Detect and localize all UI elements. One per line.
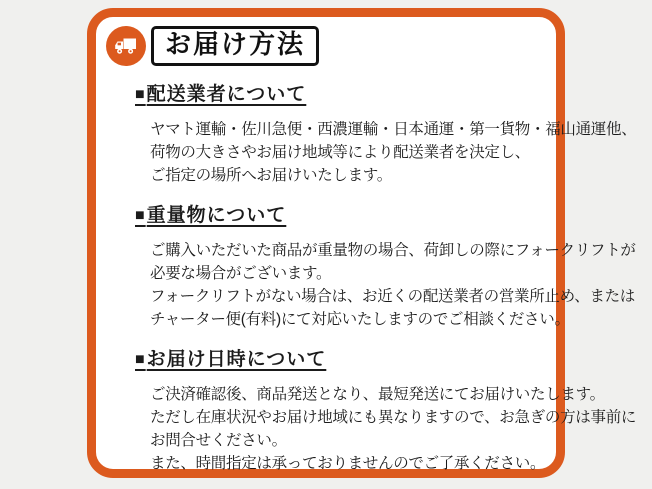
square-bullet-icon: ■: [135, 86, 146, 103]
text-line: ご決済確認後、商品発送となり、最短発送にてお届けいたします。: [150, 386, 605, 403]
section-heavy-items: [135, 200, 636, 331]
page-title: お届け方法: [151, 26, 319, 66]
section-delivery-date: [135, 344, 637, 475]
text-line: ご購入いただいた商品が重量物の場合、荷卸しの際にフォークリフトが: [150, 242, 636, 259]
square-bullet-icon: ■: [135, 351, 146, 368]
text-line: お問合せください。: [150, 432, 287, 449]
section-delivery-date-heading: [135, 344, 542, 371]
section-delivery-date-heading-text: お届け日時について: [146, 349, 327, 370]
panel-inner: [96, 17, 637, 472]
square-bullet-icon: ■: [135, 207, 146, 224]
section-carriers: [135, 79, 637, 187]
text-line: チャーター便(有料)にて対応いたしますのでご相談ください。: [150, 311, 570, 328]
text-line: 必要な場合がございます。: [150, 265, 332, 282]
text-line: フォークリフトがない場合は、お近くの配送業者の営業所止め、または: [150, 288, 636, 305]
header: [106, 26, 544, 66]
section-heavy-items-heading-text: 重量物について: [146, 205, 287, 226]
text-line: 荷物の大きさやお届け地域等により配送業者を決定し、: [150, 144, 531, 161]
section-carriers-heading-text: 配送業者について: [146, 84, 307, 105]
section-heavy-items-heading: [135, 200, 542, 227]
section-carriers-body: [150, 118, 637, 187]
text-line: ヤマト運輸・佐川急便・西濃運輸・日本通運・第一貨物・福山通運他、: [150, 121, 637, 138]
sections: [106, 79, 637, 475]
section-carriers-heading: [135, 79, 542, 106]
text-line: ただし在庫状況やお届け地域にも異なりますので、お急ぎの方は事前に: [150, 409, 637, 426]
truck-icon: [106, 26, 146, 66]
text-line: ご指定の場所へお届けいたします。: [150, 167, 392, 184]
section-heavy-items-body: [150, 239, 636, 331]
section-delivery-date-body: [150, 383, 637, 475]
delivery-info-panel: [87, 8, 637, 478]
text-line: また、時間指定は承っておりませんのでご了承ください。: [150, 455, 546, 472]
